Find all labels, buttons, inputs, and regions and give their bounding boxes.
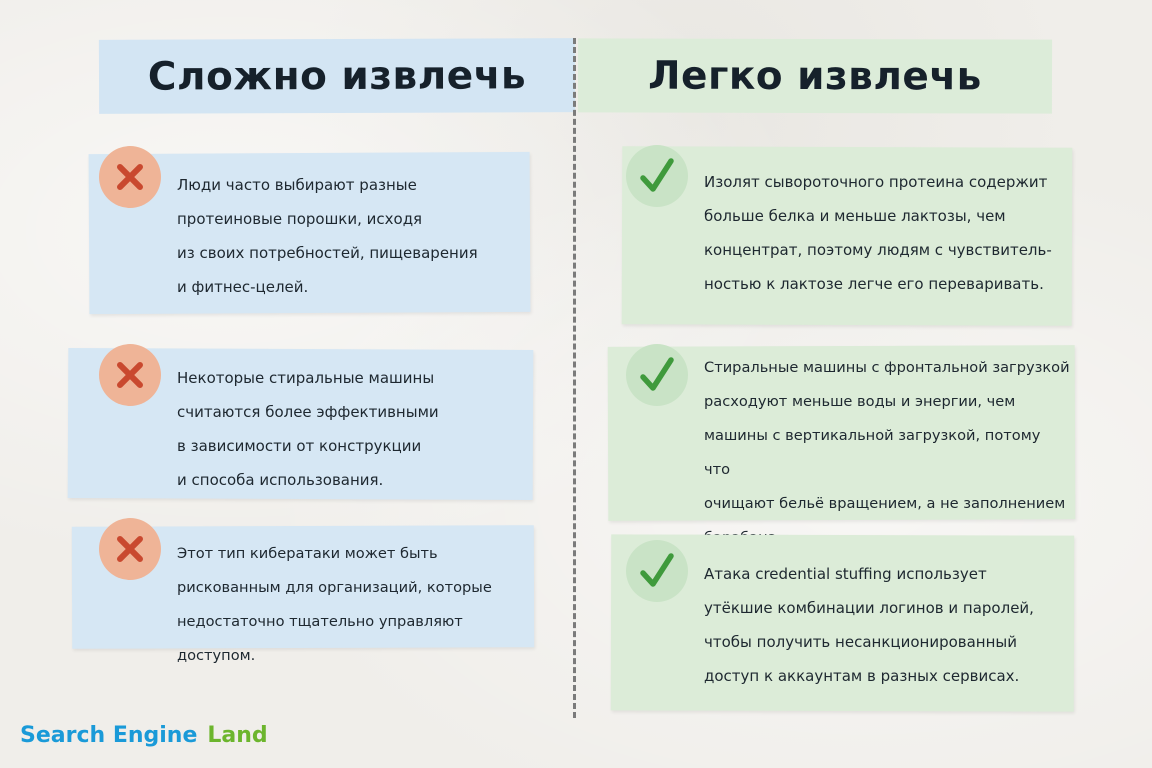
header-hard-to-extract: Сложно извлечь — [99, 38, 575, 114]
logo-part-land: Land — [207, 722, 268, 748]
easy-card-2-text: Стиральные машины с фронтальной загрузкой расходуют меньше воды и энергии, чем машины с вертикальной загрузкой, потому что очищают бельё вращением, а не заполнением — [704, 359, 1070, 512]
dashed-divider — [573, 38, 576, 718]
check-mark-icon — [626, 344, 688, 406]
easy-card-1-text: Изолят сывороточного протеина содержит больше белка и меньше лактозы, чем концентрат, поэтому людям с чувствитель- ностью к лактозе легче его переваривать. — [704, 173, 1052, 293]
x-mark-icon — [99, 344, 161, 406]
check-mark-icon — [626, 145, 688, 207]
x-mark-icon — [99, 518, 161, 580]
check-mark-icon — [626, 540, 688, 602]
hard-card-2-text: Некоторые стиральные машины считаются более эффективными в зависимости от конструкции и способа использования. — [177, 369, 439, 489]
header-easy-to-extract: Легко извлечь — [578, 38, 1052, 113]
search-engine-land-logo — [20, 720, 268, 750]
hard-card-1-text: Люди часто выбирают разные протеиновые порошки, исходя из своих потребностей, пищеварения и фитнес-целей. — [177, 176, 478, 296]
hard-card-3-text: Этот тип кибератаки может быть рискованным для организаций, которые недостаточно тщательно управляют доступом. — [177, 545, 492, 664]
easy-card-3-text: Атака credential stuffing использует утёкшие комбинации логинов и паролей, чтобы получить несанкционированный доступ к аккаунтам в разных сервисах. — [704, 565, 1034, 685]
x-mark-icon — [99, 146, 161, 208]
logo-part-search-engine: Search Engine — [20, 722, 198, 748]
